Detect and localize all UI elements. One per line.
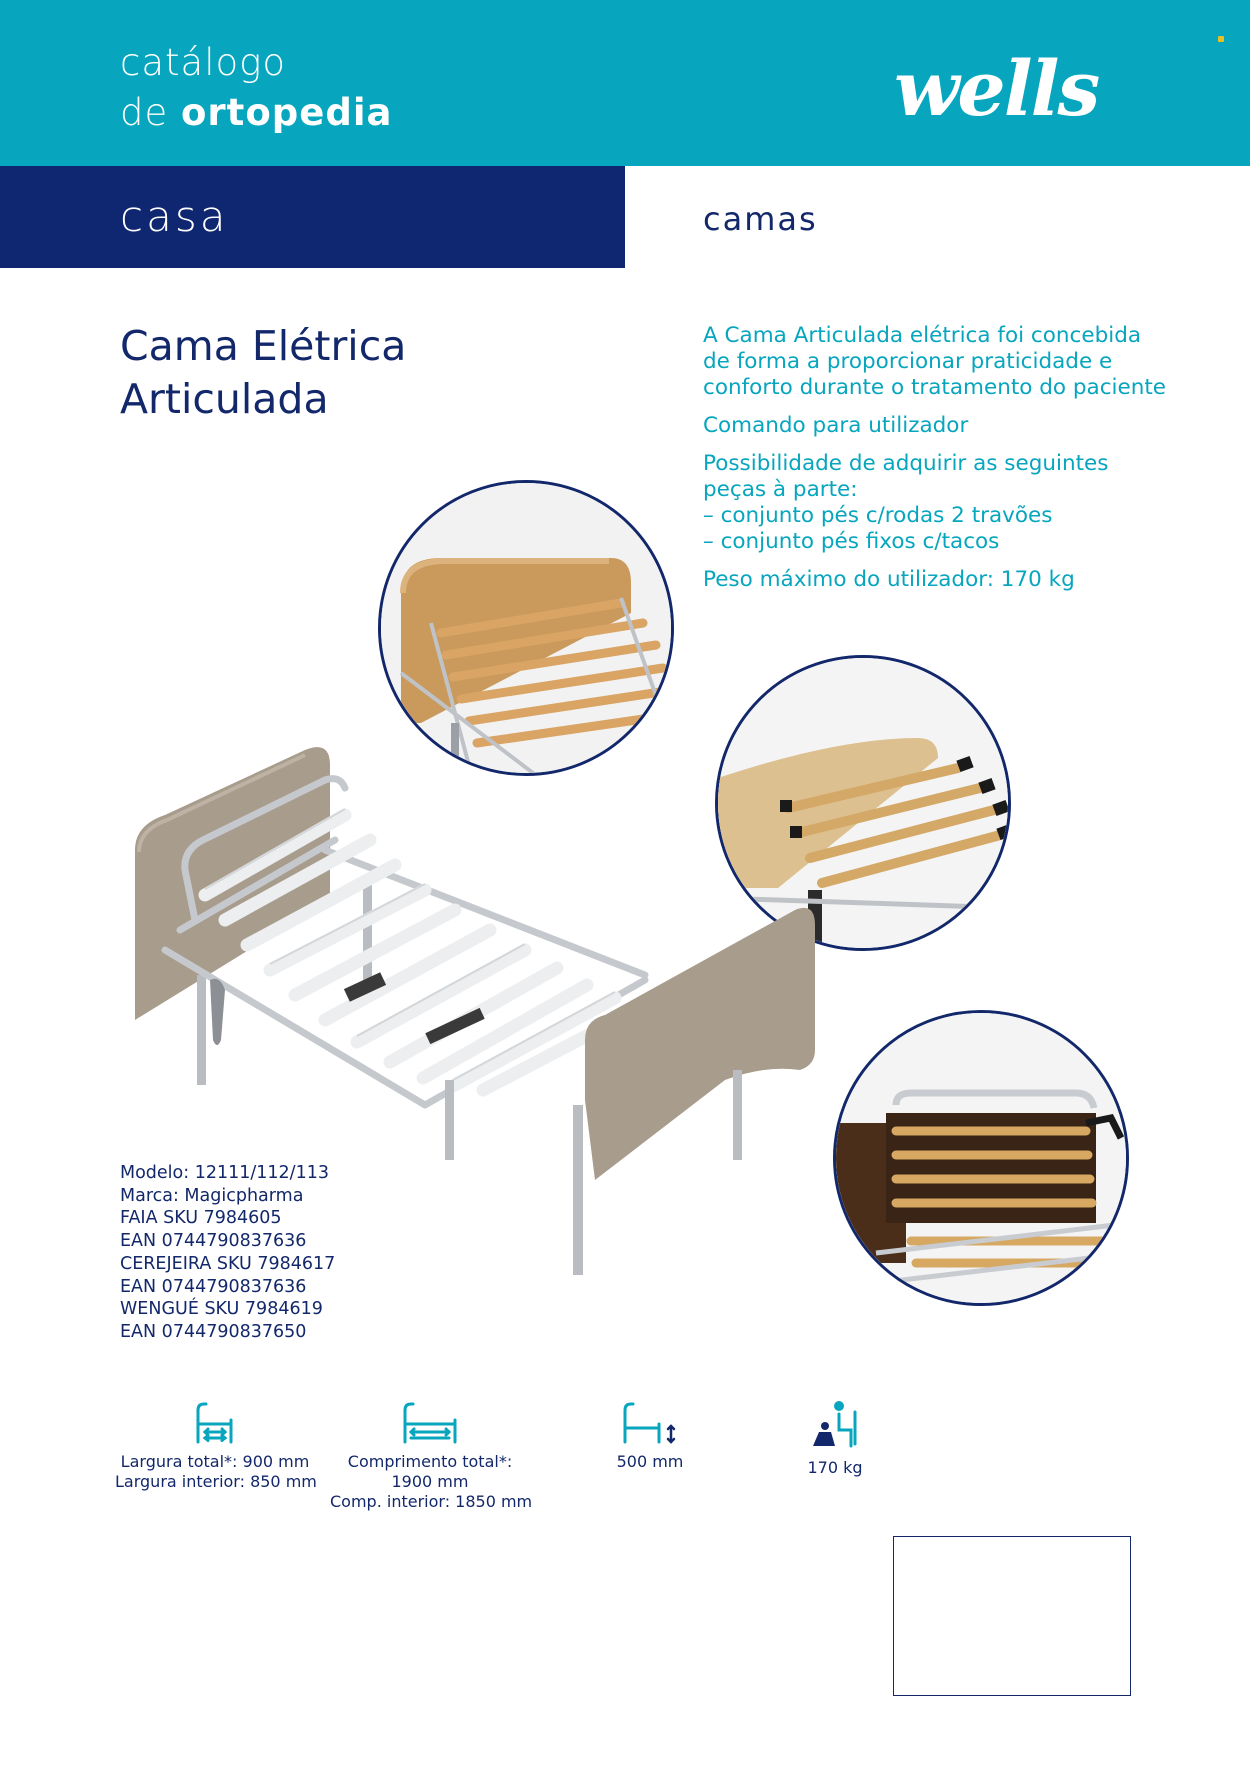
bed-width-icon: [193, 1400, 237, 1444]
product-specs: [120, 1162, 335, 1344]
spec-line: CEREJEIRA SKU 7984617: [120, 1253, 336, 1274]
catalog-title: [120, 38, 393, 138]
feature-weight: [775, 1400, 895, 1478]
feature-length: [330, 1400, 533, 1512]
empty-frame: [893, 1536, 1131, 1696]
catalog-title-prefix: de: [120, 91, 182, 134]
product-description: [703, 323, 1173, 605]
feature-length-line2: 1900 mm: [391, 1472, 469, 1491]
feature-length-line3: Comp. interior: 1850 mm: [330, 1492, 533, 1511]
detail-image-frame: [833, 1010, 1129, 1306]
product-title-line2: Articulada: [120, 375, 329, 423]
weight-user-icon: [809, 1400, 861, 1450]
feature-height-line1: 500 mm: [616, 1452, 684, 1471]
section-band: [0, 166, 625, 268]
brand-logo: wells: [894, 44, 1099, 133]
description-parts-title: Possibilidade de adquirir as seguintes peças à parte:: [703, 451, 1109, 502]
description-part-2: – conjunto pés fixos c/tacos: [703, 529, 1000, 554]
spec-line: EAN 0744790837650: [120, 1321, 307, 1342]
spec-line: Marca: Magicpharma: [120, 1185, 304, 1206]
spec-line: EAN 0744790837636: [120, 1276, 307, 1297]
description-intro: A Cama Articulada elétrica foi concebida de forma a proporcionar praticidade e conforto durante o tratamento do paciente: [703, 323, 1167, 400]
category-label: camas: [703, 200, 818, 238]
catalog-title-line1: catálogo: [120, 41, 286, 84]
feature-weight-line1: 170 kg: [807, 1458, 863, 1477]
feature-icons: [115, 1400, 1015, 1530]
product-title: [120, 320, 540, 426]
catalog-title-line2: [120, 88, 393, 138]
corner-mark-icon: [1218, 36, 1224, 42]
feature-height: [575, 1400, 725, 1472]
description-max-weight: Peso máximo do utilizador: 170 kg: [703, 567, 1075, 592]
feature-width: [115, 1400, 315, 1492]
bed-height-icon: [621, 1400, 679, 1444]
feature-width-line2: Largura interior: 850 mm: [115, 1472, 317, 1491]
feature-width-line1: Largura total*: 900 mm: [120, 1452, 310, 1471]
bed-length-icon: [401, 1400, 459, 1444]
description-parts: [703, 451, 1173, 555]
spec-line: Modelo: 12111/112/113: [120, 1163, 329, 1183]
spec-line: WENGUÉ SKU 7984619: [120, 1299, 323, 1320]
section-label: casa: [120, 192, 229, 241]
description-part-1: – conjunto pés c/rodas 2 travões: [703, 503, 1053, 528]
catalog-title-bold: ortopedia: [181, 91, 393, 134]
catalog-header: [0, 0, 1250, 166]
product-title-line1: Cama Elétrica: [120, 322, 407, 370]
feature-length-line1: Comprimento total*:: [347, 1452, 513, 1471]
spec-line: FAIA SKU 7984605: [120, 1208, 282, 1229]
spec-line: EAN 0744790837636: [120, 1231, 307, 1252]
description-control: Comando para utilizador: [703, 413, 969, 438]
